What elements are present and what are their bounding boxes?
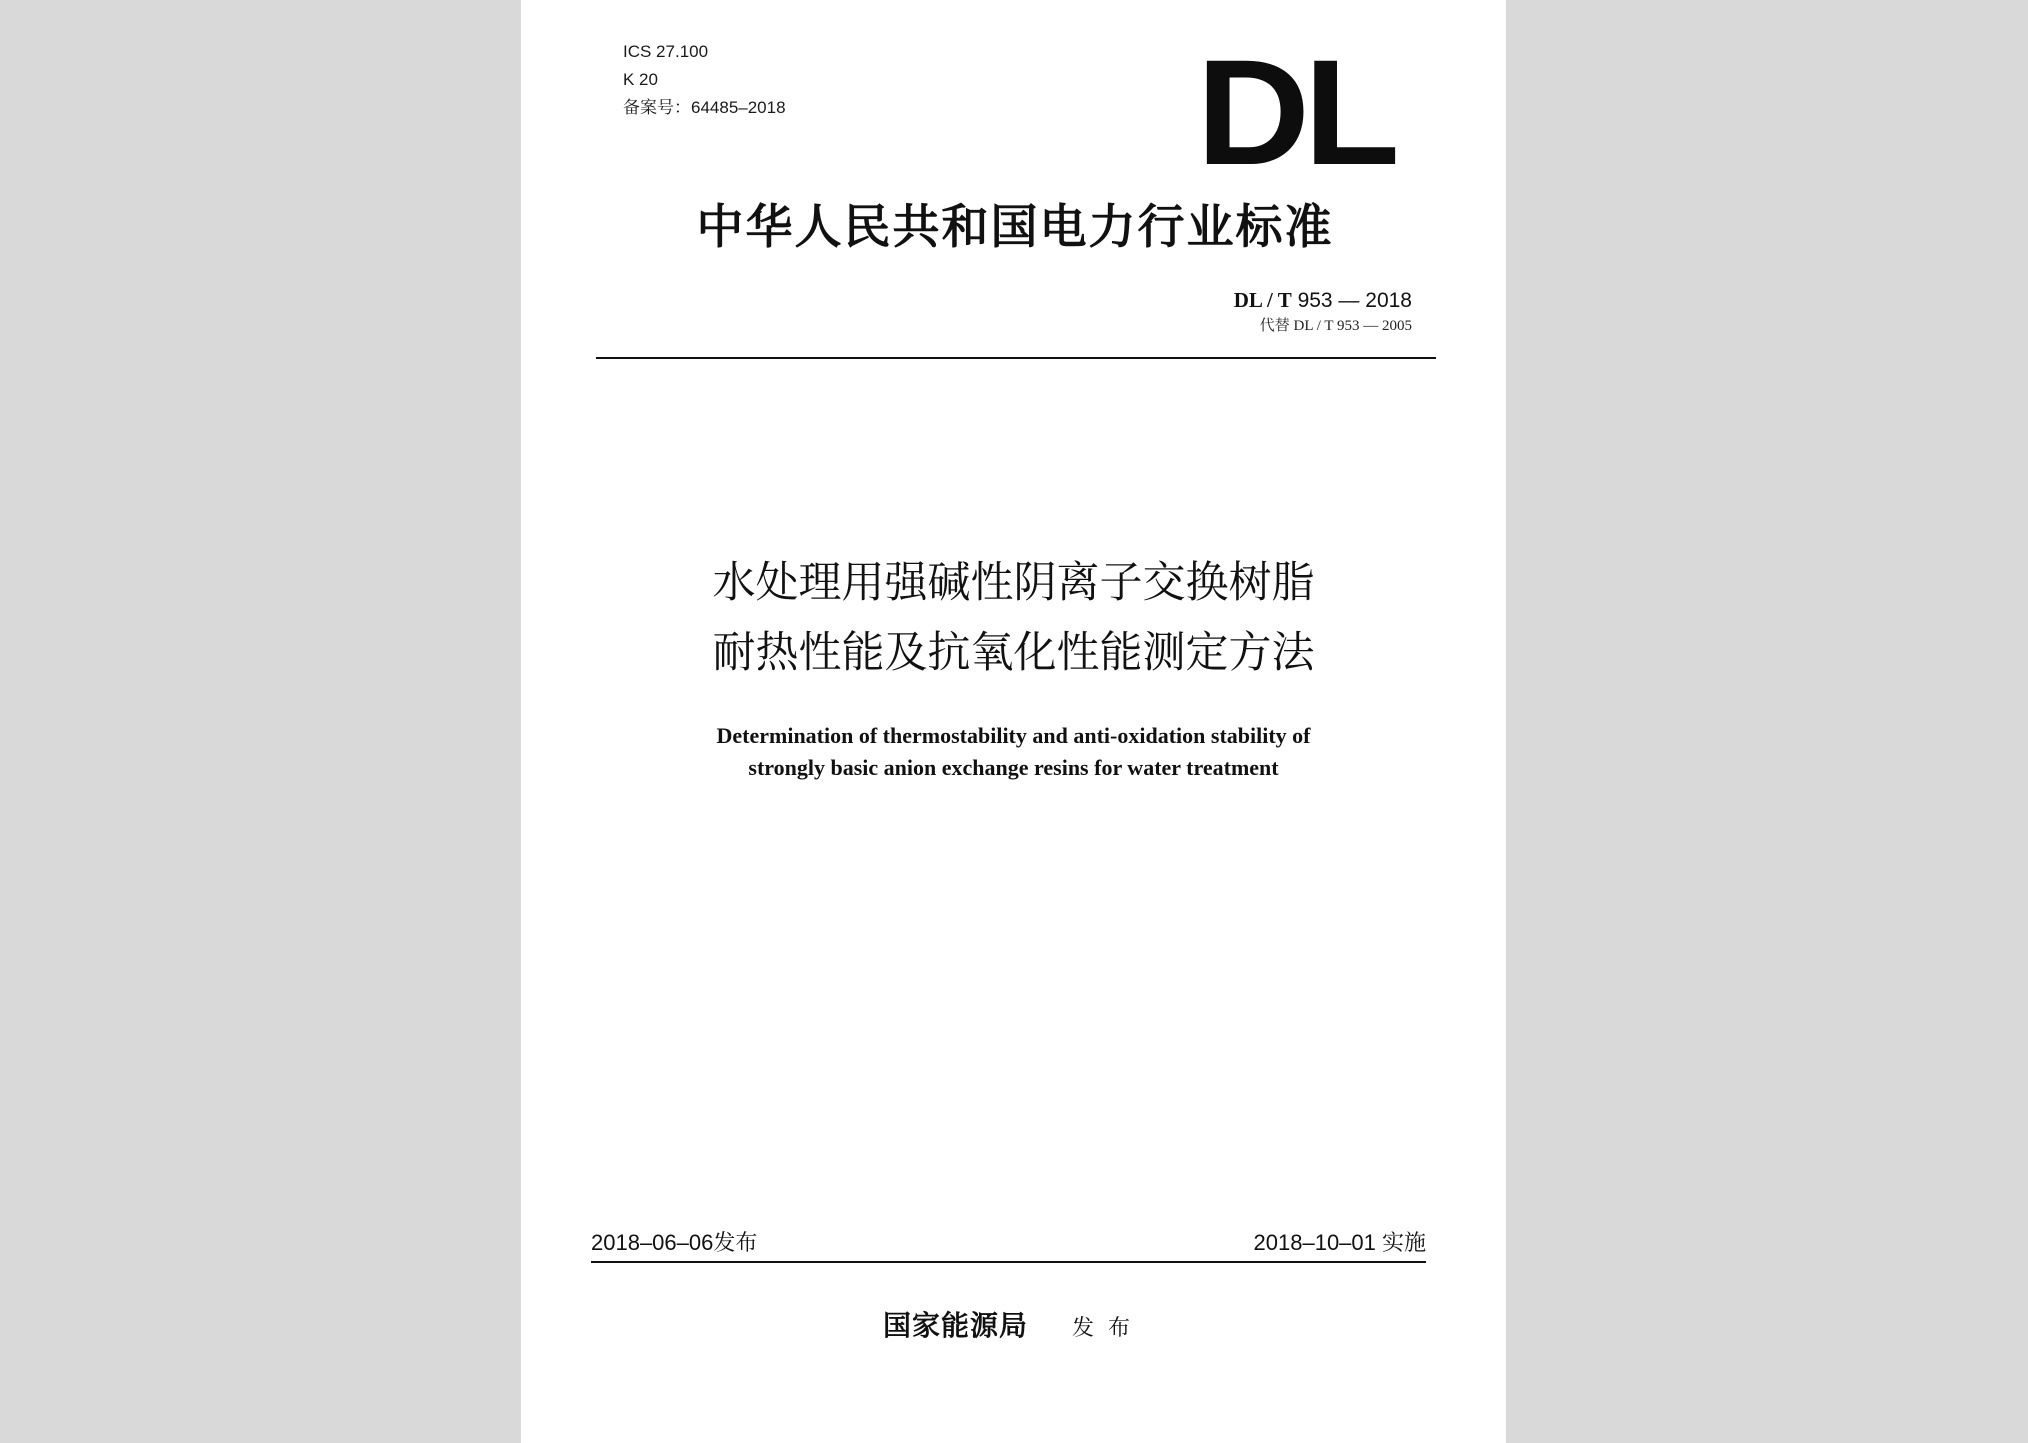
english-title <box>521 720 1506 784</box>
publisher-org: 国家能源局 <box>882 1309 1028 1342</box>
class-code: K 20 <box>623 70 658 89</box>
replaces-standard: 代替 DL / T 953 — 2005 <box>1259 318 1412 334</box>
implementation-date: 2018–10–01 实施 <box>1253 1230 1426 1255</box>
publisher-action: 发布 <box>1072 1316 1145 1341</box>
header-divider <box>596 357 1436 359</box>
classification-block <box>623 38 786 122</box>
publisher <box>521 1308 1506 1347</box>
ics-code: ICS 27.100 <box>623 42 709 61</box>
chinese-title-line-1: 水处理用强碱性阴离子交换树脂 <box>712 558 1315 608</box>
issue-date: 2018–06–06发布 <box>591 1230 758 1255</box>
english-title-line-1: Determination of thermostability and anti-oxidation stability of <box>716 723 1311 748</box>
chinese-title <box>521 548 1506 688</box>
footer-divider <box>591 1261 1426 1263</box>
dl-logo: DL <box>1196 28 1394 196</box>
standard-code: 953 — 2018 <box>1297 289 1412 312</box>
document-page <box>521 0 1506 1443</box>
chinese-title-line-2: 耐热性能及抗氧化性能测定方法 <box>712 628 1315 678</box>
english-title-line-2: strongly basic anion exchange resins for water treatment <box>748 755 1279 780</box>
filing-number: 备案号：64485–2018 <box>623 98 786 117</box>
standard-number <box>1234 286 1412 315</box>
standard-prefix: DL / T <box>1233 288 1292 312</box>
standard-category-title: 中华人民共和国电力行业标准 <box>696 200 1334 255</box>
